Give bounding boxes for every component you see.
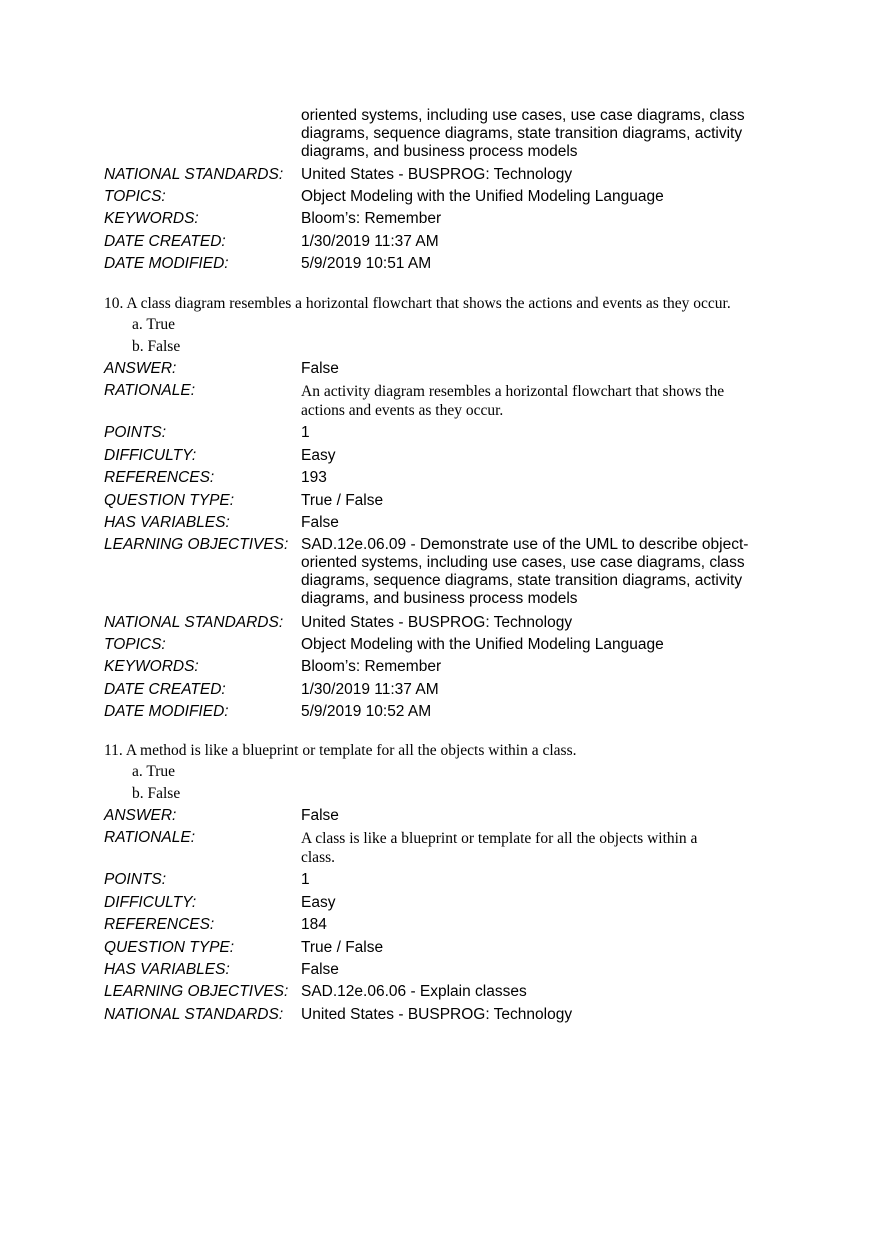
label-answer: ANSWER: [104, 360, 177, 377]
value-rationale: A class is like a blueprint or template for all the objects within a class. [301, 830, 698, 866]
value-answer: False [301, 807, 339, 824]
meta-row-date-modified [104, 255, 764, 277]
value-topics: Object Modeling with the Unified Modeling Language [301, 188, 664, 205]
label-rationale: RATIONALE: [104, 382, 196, 399]
label-has-variables: HAS VARIABLES: [104, 514, 230, 531]
value-date-modified: 5/9/2019 10:52 AM [301, 703, 432, 720]
value-keywords: Bloom’s: Remember [301, 658, 442, 675]
label-date-modified: DATE MODIFIED: [104, 703, 229, 720]
label-learning-objectives: LEARNING OBJECTIVES: [104, 983, 289, 1000]
label-topics: TOPICS: [104, 636, 166, 653]
value-rationale: An activity diagram resembles a horizontal flowchart that shows the actions and events as they occur. [301, 383, 725, 419]
question-stem: 10. A class diagram resembles a horizontal flowchart that shows the actions and events as they occur. [104, 295, 731, 312]
meta-row-learning-objectives [104, 983, 764, 1006]
meta-row-keywords [104, 210, 764, 233]
meta-row-rationale [104, 829, 764, 871]
label-date-modified: DATE MODIFIED: [104, 255, 229, 272]
value-difficulty: Easy [301, 894, 336, 911]
meta-row-date-modified [104, 703, 764, 725]
label-has-variables: HAS VARIABLES: [104, 961, 230, 978]
question-metadata [104, 807, 764, 1028]
label-national-standards: NATIONAL STANDARDS: [104, 1006, 284, 1023]
value-date-created: 1/30/2019 11:37 AM [301, 233, 439, 250]
meta-row-rationale [104, 382, 764, 424]
value-references: 193 [301, 469, 327, 486]
label-points: POINTS: [104, 424, 167, 441]
meta-row-points [104, 424, 764, 447]
value-topics: Object Modeling with the Unified Modeling Language [301, 636, 664, 653]
label-difficulty: DIFFICULTY: [104, 447, 197, 464]
label-date-created: DATE CREATED: [104, 681, 226, 698]
meta-row-topics [104, 188, 764, 210]
question-metadata [104, 360, 764, 725]
label-question-type: QUESTION TYPE: [104, 939, 235, 956]
value-question-type: True / False [301, 492, 384, 509]
meta-row-date-created [104, 681, 764, 703]
value-difficulty: Easy [301, 447, 336, 464]
objective-continuation: oriented systems, including use cases, use case diagrams, class diagrams, sequence diagrams, state transition diagrams, activity diagrams, and business process models [301, 107, 745, 160]
label-date-created: DATE CREATED: [104, 233, 226, 250]
value-national-standards: United States - BUSPROG: Technology [301, 1006, 573, 1023]
meta-row-learning-objectives [104, 536, 764, 614]
value-has-variables: False [301, 961, 339, 978]
meta-row-points [104, 871, 764, 894]
meta-row-national-standards [104, 166, 764, 188]
label-topics: TOPICS: [104, 188, 166, 205]
value-learning-objectives: SAD.12e.06.06 - Explain classes [301, 983, 527, 1000]
meta-row-references [104, 916, 764, 939]
label-question-type: QUESTION TYPE: [104, 492, 235, 509]
meta-row-national-standards [104, 1006, 764, 1028]
label-learning-objectives: LEARNING OBJECTIVES: [104, 536, 289, 553]
meta-row-date-created [104, 233, 764, 255]
meta-row-has-variables [104, 961, 764, 983]
label-answer: ANSWER: [104, 807, 177, 824]
label-references: REFERENCES: [104, 916, 215, 933]
label-keywords: KEYWORDS: [104, 658, 199, 675]
option-false: b. False [132, 338, 181, 355]
option-true: a. True [132, 763, 176, 780]
value-date-modified: 5/9/2019 10:51 AM [301, 255, 432, 272]
meta-row-question-type [104, 492, 764, 514]
continuation-metadata [104, 166, 764, 277]
meta-row-topics [104, 636, 764, 658]
label-references: REFERENCES: [104, 469, 215, 486]
question-stem: 11. A method is like a blueprint or template for all the objects within a class. [104, 742, 577, 759]
meta-row-keywords [104, 658, 764, 681]
label-national-standards: NATIONAL STANDARDS: [104, 166, 284, 183]
meta-row-difficulty [104, 894, 764, 916]
label-keywords: KEYWORDS: [104, 210, 199, 227]
value-date-created: 1/30/2019 11:37 AM [301, 681, 439, 698]
value-learning-objectives: SAD.12e.06.09 - Demonstrate use of the UML to describe object-oriented systems, including use cases, use case diagrams, class diagrams, sequence diagrams, state transition diagrams, activity diagrams, and business process models [301, 536, 749, 607]
meta-row-difficulty [104, 447, 764, 469]
label-difficulty: DIFFICULTY: [104, 894, 197, 911]
label-rationale: RATIONALE: [104, 829, 196, 846]
value-has-variables: False [301, 514, 339, 531]
label-national-standards: NATIONAL STANDARDS: [104, 614, 284, 631]
option-true: a. True [132, 316, 176, 333]
meta-row-references [104, 469, 764, 492]
value-national-standards: United States - BUSPROG: Technology [301, 614, 573, 631]
meta-row-answer [104, 360, 764, 382]
meta-row-national-standards [104, 614, 764, 636]
value-question-type: True / False [301, 939, 384, 956]
value-answer: False [301, 360, 339, 377]
option-false: b. False [132, 785, 181, 802]
meta-row-question-type [104, 939, 764, 961]
value-references: 184 [301, 916, 327, 933]
meta-row-has-variables [104, 514, 764, 536]
value-points: 1 [301, 871, 310, 888]
meta-row-answer [104, 807, 764, 829]
value-national-standards: United States - BUSPROG: Technology [301, 166, 573, 183]
label-points: POINTS: [104, 871, 167, 888]
value-points: 1 [301, 424, 310, 441]
value-keywords: Bloom’s: Remember [301, 210, 442, 227]
